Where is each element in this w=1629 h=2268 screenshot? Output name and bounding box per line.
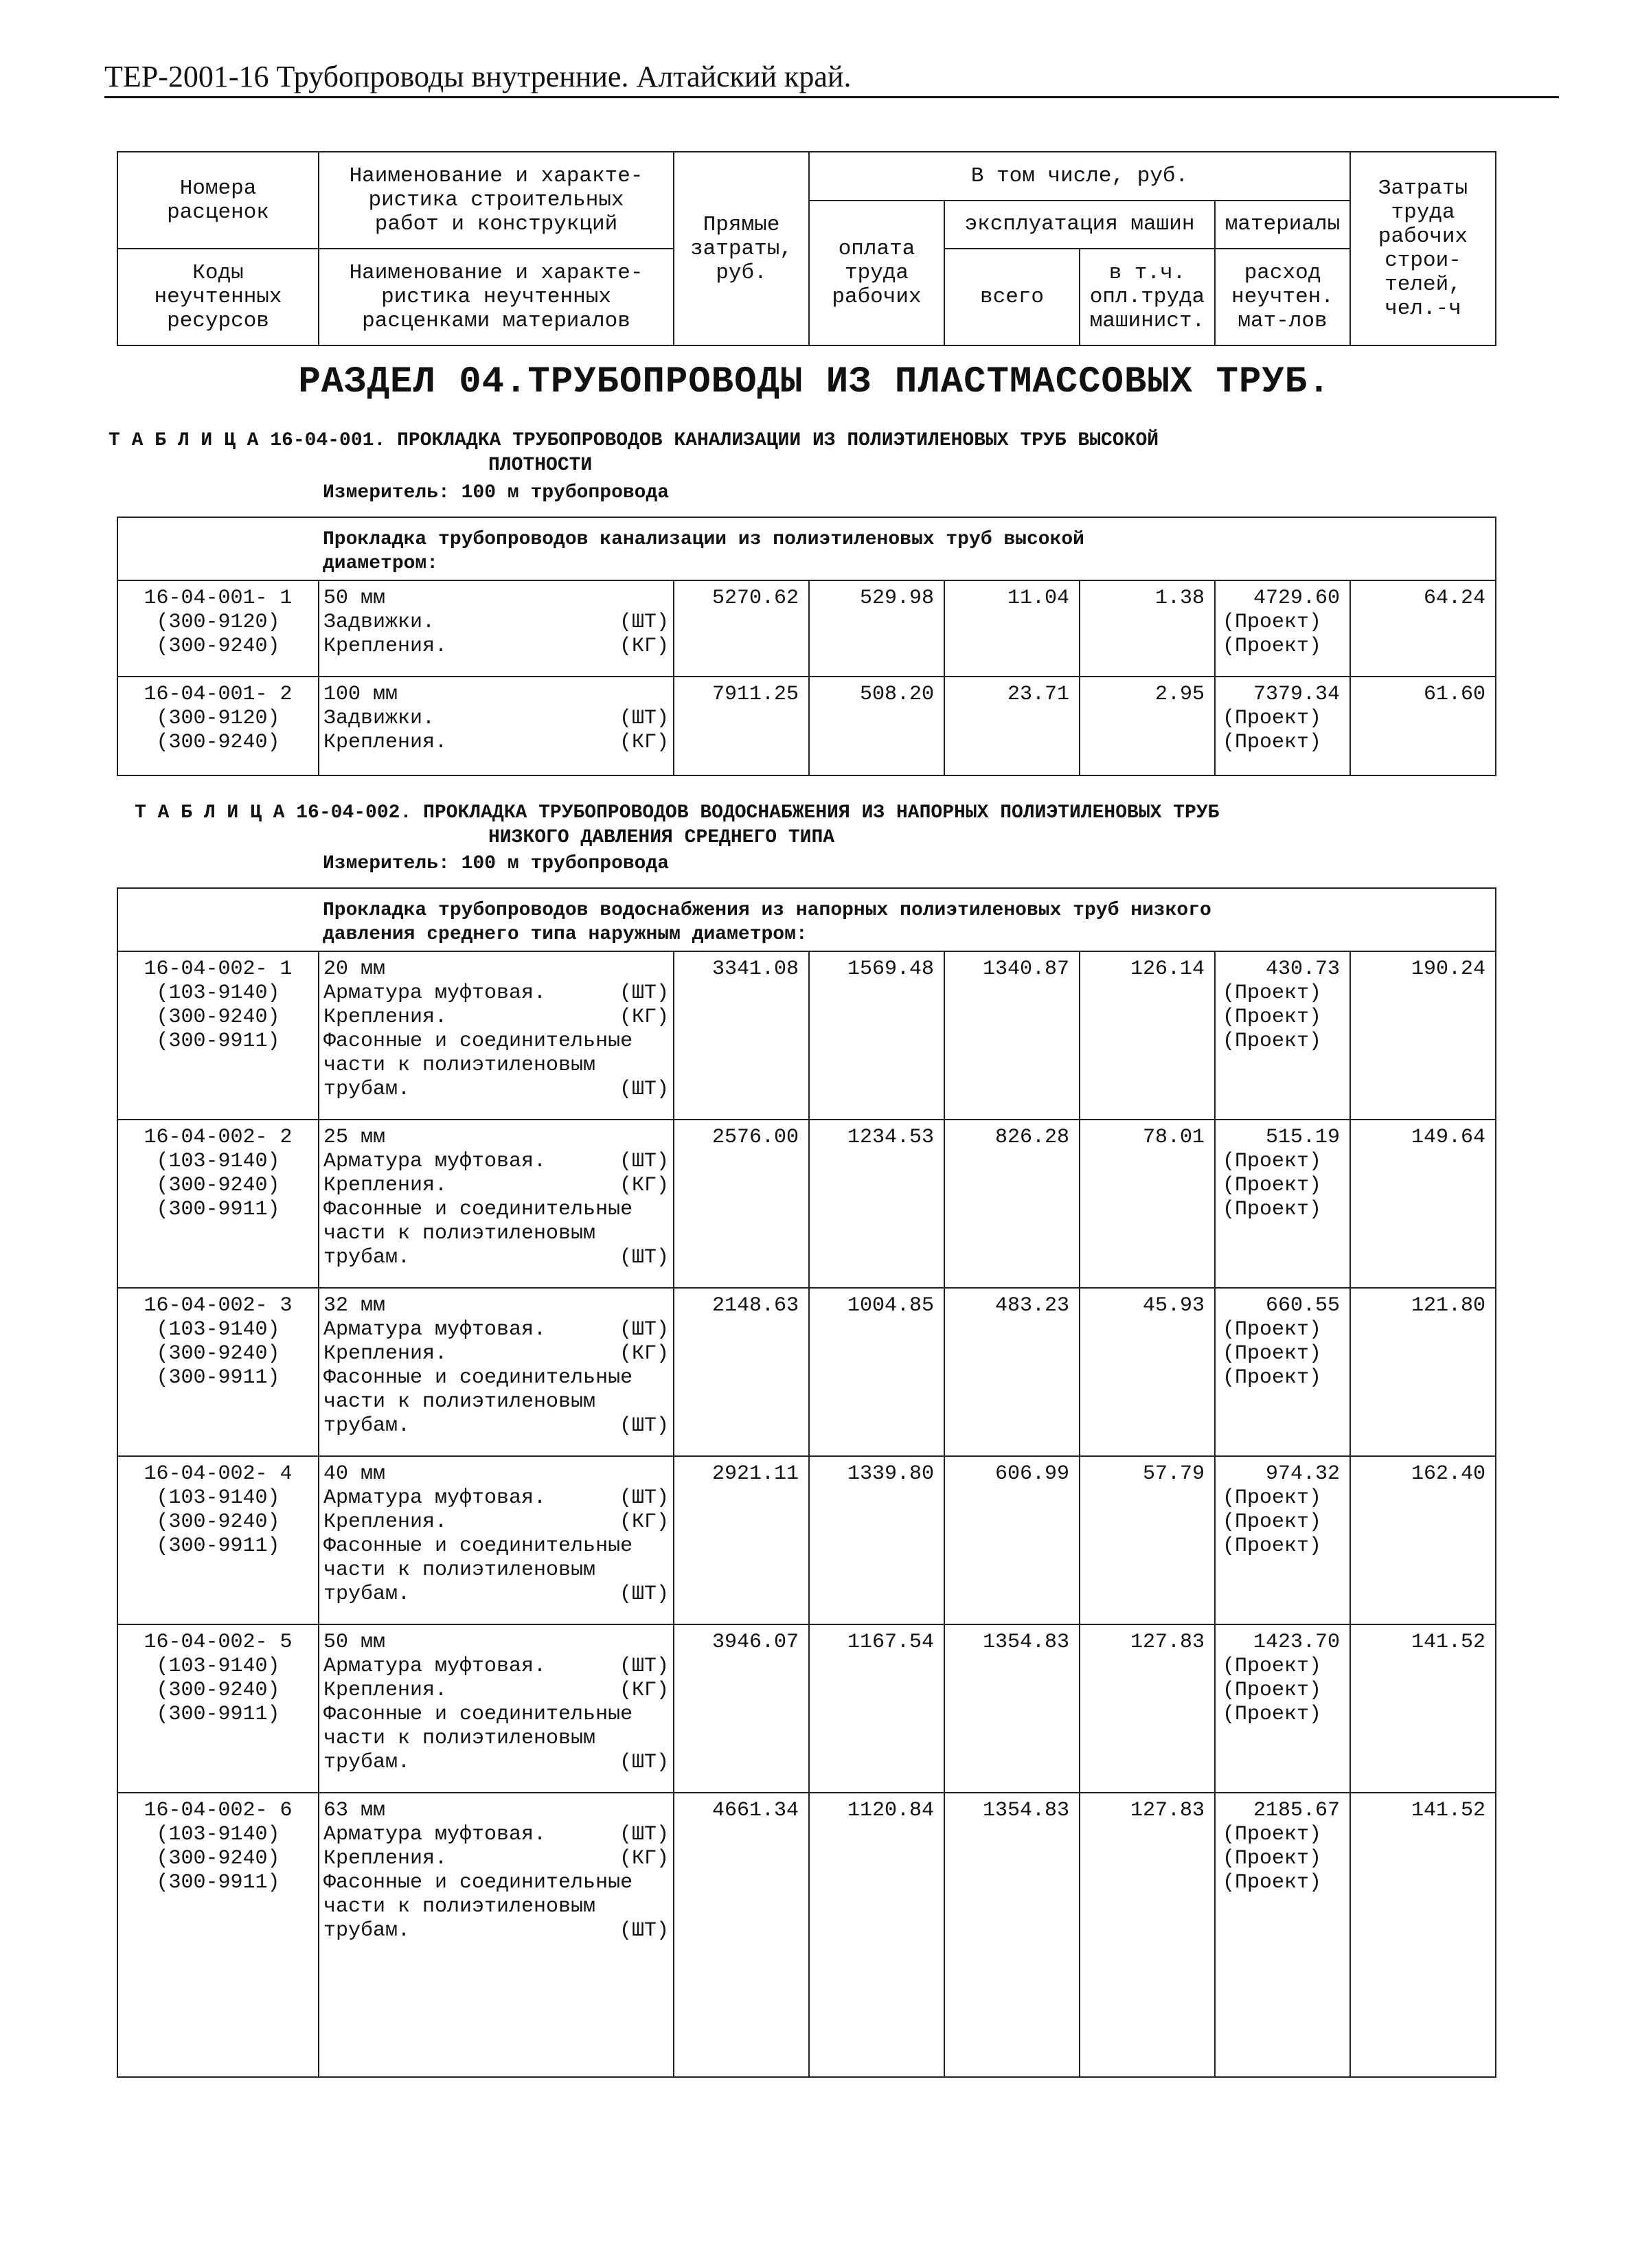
work-size: 50 мм xyxy=(323,587,386,610)
material-name: части к полиэтиленовым xyxy=(323,1222,596,1245)
material-line xyxy=(323,1558,669,1583)
material-name: Крепления. xyxy=(323,1679,448,1702)
table2-caption-cont: НИЗКОГО ДАВЛЕНИЯ СРЕДНЕГО ТИПА xyxy=(488,827,835,848)
material-line xyxy=(323,1414,669,1438)
materials-project: (Проект) xyxy=(1222,1030,1322,1053)
materials-project: (Проект) xyxy=(1222,1174,1322,1197)
labor-pay: 1234.53 xyxy=(809,1120,944,1288)
materials-project: (Проект) xyxy=(1222,1823,1322,1846)
direct-cost: 2921.11 xyxy=(674,1456,809,1624)
material-name: Задвижки. xyxy=(323,611,435,634)
machine-labor: 2.95 xyxy=(1080,677,1215,775)
material-line xyxy=(323,1751,669,1775)
labor-hours: 149.64 xyxy=(1350,1120,1496,1288)
work-name-cell xyxy=(319,951,674,1120)
resource-code: (300-9240) xyxy=(156,635,280,658)
resource-code: (300-9120) xyxy=(156,707,280,730)
material-name: части к полиэтиленовым xyxy=(323,1390,596,1414)
group-header: Прокладка трубопроводов водоснабжения из напорных полиэтиленовых труб низкого давления среднего типа наружным диаметром: xyxy=(319,888,1496,951)
machine-labor: 127.83 xyxy=(1080,1793,1215,2077)
material-unit: (ШТ) xyxy=(619,1655,669,1678)
material-name: трубам. xyxy=(323,1078,411,1101)
material-line xyxy=(323,1222,669,1246)
work-name-cell xyxy=(319,1288,674,1456)
col-nomer: Номера расценок xyxy=(117,152,319,249)
materials-project: (Проект) xyxy=(1222,1655,1322,1678)
resource-code: (300-9911) xyxy=(156,1030,280,1053)
material-name: Крепления. xyxy=(323,635,448,658)
table2-caption: Т А Б Л И Ц А 16-04-002. ПРОКЛАДКА ТРУБОПРОВОДОВ ВОДОСНАБЖЕНИЯ ИЗ НАПОРНЫХ ПОЛИЭТИЛЕНОВЫХ ТРУБ xyxy=(135,802,1220,824)
materials-cell xyxy=(1215,1120,1350,1288)
rate-code: 16-04-002- 6 xyxy=(144,1799,293,1822)
table-row xyxy=(117,580,1496,677)
resource-code: (103-9140) xyxy=(156,1823,280,1846)
materials-project: (Проект) xyxy=(1222,731,1322,754)
work-size: 100 мм xyxy=(323,683,398,706)
materials-value: 7379.34 xyxy=(1253,683,1340,706)
direct-cost: 4661.34 xyxy=(674,1793,809,2077)
table1 xyxy=(117,517,1496,776)
material-line xyxy=(323,1318,669,1342)
resource-code: (300-9240) xyxy=(156,731,280,754)
materials-project: (Проект) xyxy=(1222,635,1322,658)
work-name-cell xyxy=(319,1624,674,1793)
material-unit: (ШТ) xyxy=(619,1318,669,1341)
work-size: 32 мм xyxy=(323,1294,386,1317)
machine-labor: 45.93 xyxy=(1080,1288,1215,1456)
material-line xyxy=(323,1895,669,1919)
group-header-row xyxy=(117,888,1496,951)
material-name: Арматура муфтовая. xyxy=(323,1655,547,1678)
machine-labor: 127.83 xyxy=(1080,1624,1215,1793)
machine-total: 483.23 xyxy=(944,1288,1080,1456)
materials-cell xyxy=(1215,1793,1350,2077)
material-line xyxy=(323,1919,669,1943)
materials-project: (Проект) xyxy=(1222,1534,1322,1558)
material-unit: (ШТ) xyxy=(619,1486,669,1510)
material-name: трубам. xyxy=(323,1414,411,1438)
resource-code: (300-9240) xyxy=(156,1342,280,1365)
materials-project: (Проект) xyxy=(1222,982,1322,1005)
resource-code: (103-9140) xyxy=(156,982,280,1005)
table1-caption-cont: ПЛОТНОСТИ xyxy=(488,455,593,476)
col-vtom: В том числе, руб. xyxy=(809,152,1350,201)
group-header-spacer xyxy=(117,517,319,580)
material-unit: (КГ) xyxy=(619,1679,669,1702)
material-unit: (ШТ) xyxy=(619,707,669,730)
material-line xyxy=(323,1054,669,1078)
materials-project: (Проект) xyxy=(1222,1847,1322,1870)
resource-code: (300-9240) xyxy=(156,1679,280,1702)
rate-code: 16-04-002- 5 xyxy=(144,1631,293,1654)
table-row xyxy=(117,677,1496,775)
material-line xyxy=(323,1583,669,1607)
material-line xyxy=(323,1510,669,1534)
material-unit: (ШТ) xyxy=(619,1414,669,1438)
col-vsego: всего xyxy=(944,249,1080,345)
material-line xyxy=(323,1390,669,1414)
rate-code-cell xyxy=(117,677,319,775)
resource-code: (300-9911) xyxy=(156,1366,280,1390)
rate-code: 16-04-002- 1 xyxy=(144,957,293,981)
work-name-cell xyxy=(319,580,674,677)
machine-total: 23.71 xyxy=(944,677,1080,775)
materials-value: 2185.67 xyxy=(1253,1799,1340,1822)
group-header-spacer xyxy=(117,888,319,951)
direct-cost: 2148.63 xyxy=(674,1288,809,1456)
resource-code: (103-9140) xyxy=(156,1486,280,1510)
material-name: Арматура муфтовая. xyxy=(323,982,547,1005)
materials-value: 430.73 xyxy=(1265,957,1340,981)
material-unit: (ШТ) xyxy=(619,1246,669,1269)
machine-labor: 78.01 xyxy=(1080,1120,1215,1288)
materials-value: 660.55 xyxy=(1265,1294,1340,1317)
materials-project: (Проект) xyxy=(1222,1871,1322,1894)
material-line xyxy=(323,1823,669,1847)
materials-project: (Проект) xyxy=(1222,1150,1322,1173)
machine-total: 1354.83 xyxy=(944,1624,1080,1793)
material-line xyxy=(323,1871,669,1895)
materials-project: (Проект) xyxy=(1222,1198,1322,1221)
material-line xyxy=(323,707,669,731)
material-line xyxy=(323,1246,669,1270)
material-name: трубам. xyxy=(323,1246,411,1269)
rate-code-cell xyxy=(117,1288,319,1456)
materials-project: (Проект) xyxy=(1222,1510,1322,1534)
table-row xyxy=(117,1456,1496,1624)
material-name: части к полиэтиленовым xyxy=(323,1558,596,1582)
labor-hours: 141.52 xyxy=(1350,1624,1496,1793)
col-ekspl: эксплуатация машин xyxy=(944,201,1215,249)
resource-code: (300-9911) xyxy=(156,1534,280,1558)
rate-code-cell xyxy=(117,951,319,1120)
material-unit: (ШТ) xyxy=(619,1751,669,1774)
material-name: Крепления. xyxy=(323,1174,448,1197)
work-size: 63 мм xyxy=(323,1799,386,1822)
material-line xyxy=(323,1030,669,1054)
materials-value: 515.19 xyxy=(1265,1126,1340,1149)
material-line xyxy=(323,1847,669,1871)
work-name-cell xyxy=(319,677,674,775)
machine-total: 826.28 xyxy=(944,1120,1080,1288)
resource-code: (300-9911) xyxy=(156,1198,280,1221)
page-header: ТЕР-2001-16 Трубопроводы внутренние. Алтайский край. xyxy=(104,60,852,93)
rate-code: 16-04-002- 4 xyxy=(144,1462,293,1486)
labor-pay: 1167.54 xyxy=(809,1624,944,1793)
material-name: Фасонные и соединительные xyxy=(323,1030,633,1053)
direct-cost: 2576.00 xyxy=(674,1120,809,1288)
group-header: Прокладка трубопроводов канализации из полиэтиленовых труб высокой диаметром: xyxy=(319,517,1496,580)
labor-hours: 162.40 xyxy=(1350,1456,1496,1624)
material-unit: (КГ) xyxy=(619,1342,669,1365)
table1-caption: Т А Б Л И Ц А 16-04-001. ПРОКЛАДКА ТРУБОПРОВОДОВ КАНАЛИЗАЦИИ ИЗ ПОЛИЭТИЛЕНОВЫХ ТРУБ ВЫСОКОЙ xyxy=(109,430,1159,451)
machine-labor: 126.14 xyxy=(1080,951,1215,1120)
section-title: РАЗДЕЛ 04.ТРУБОПРОВОДЫ ИЗ ПЛАСТМАССОВЫХ ТРУБ. xyxy=(298,361,1331,403)
machine-total: 1340.87 xyxy=(944,951,1080,1120)
work-size: 50 мм xyxy=(323,1631,386,1654)
materials-project: (Проект) xyxy=(1222,1318,1322,1341)
resource-code: (103-9140) xyxy=(156,1150,280,1173)
direct-cost: 3946.07 xyxy=(674,1624,809,1793)
table2 xyxy=(117,887,1496,2078)
machine-total: 11.04 xyxy=(944,580,1080,677)
material-unit: (КГ) xyxy=(619,1006,669,1029)
materials-cell xyxy=(1215,677,1350,775)
material-name: Задвижки. xyxy=(323,707,435,730)
work-name-cell xyxy=(319,1120,674,1288)
resource-code: (300-9240) xyxy=(156,1174,280,1197)
col-zatraty: Затраты труда рабочих строи- телей, чел.-ч xyxy=(1350,152,1496,345)
material-name: Крепления. xyxy=(323,1342,448,1365)
work-size: 40 мм xyxy=(323,1462,386,1486)
rate-code: 16-04-001- 2 xyxy=(144,683,293,706)
material-name: Фасонные и соединительные xyxy=(323,1198,633,1221)
materials-value: 974.32 xyxy=(1265,1462,1340,1486)
work-name-cell xyxy=(319,1456,674,1624)
material-unit: (ШТ) xyxy=(619,1823,669,1846)
table-row xyxy=(117,951,1496,1120)
material-line xyxy=(323,1342,669,1366)
material-unit: (ШТ) xyxy=(619,982,669,1005)
material-line xyxy=(323,1655,669,1679)
material-unit: (КГ) xyxy=(619,1174,669,1197)
table-row xyxy=(117,1793,1496,2077)
resource-code: (300-9120) xyxy=(156,611,280,634)
labor-hours: 190.24 xyxy=(1350,951,1496,1120)
machine-total: 1354.83 xyxy=(944,1793,1080,2077)
materials-project: (Проект) xyxy=(1222,707,1322,730)
material-line xyxy=(323,1150,669,1174)
materials-project: (Проект) xyxy=(1222,1703,1322,1726)
material-name: Крепления. xyxy=(323,1847,448,1870)
labor-pay: 1004.85 xyxy=(809,1288,944,1456)
material-unit: (ШТ) xyxy=(619,1919,669,1942)
materials-value: 1423.70 xyxy=(1253,1631,1340,1654)
material-name: части к полиэтиленовым xyxy=(323,1895,596,1918)
material-line xyxy=(323,1703,669,1727)
machine-total: 606.99 xyxy=(944,1456,1080,1624)
col-name: Наименование и характе- ристика строительных работ и конструкций xyxy=(319,152,674,249)
material-name: части к полиэтиленовым xyxy=(323,1054,596,1077)
material-unit: (ШТ) xyxy=(619,1078,669,1101)
materials-cell xyxy=(1215,1456,1350,1624)
direct-cost: 5270.62 xyxy=(674,580,809,677)
material-line xyxy=(323,1006,669,1030)
material-name: части к полиэтиленовым xyxy=(323,1727,596,1750)
material-name: Фасонные и соединительные xyxy=(323,1534,633,1558)
machine-labor: 57.79 xyxy=(1080,1456,1215,1624)
table-row xyxy=(117,1288,1496,1456)
material-unit: (ШТ) xyxy=(619,1150,669,1173)
rate-code: 16-04-001- 1 xyxy=(144,587,293,610)
direct-cost: 7911.25 xyxy=(674,677,809,775)
materials-project: (Проект) xyxy=(1222,1486,1322,1510)
labor-pay: 1339.80 xyxy=(809,1456,944,1624)
material-line xyxy=(323,731,669,755)
material-name: Фасонные и соединительные xyxy=(323,1871,633,1894)
rate-code-cell xyxy=(117,1120,319,1288)
work-name-cell xyxy=(319,1793,674,2077)
material-line xyxy=(323,1727,669,1751)
labor-hours: 121.80 xyxy=(1350,1288,1496,1456)
material-name: Крепления. xyxy=(323,1006,448,1029)
material-line xyxy=(323,1679,669,1703)
machine-labor: 1.38 xyxy=(1080,580,1215,677)
materials-cell xyxy=(1215,1624,1350,1793)
material-unit: (КГ) xyxy=(619,1510,669,1534)
material-name: Крепления. xyxy=(323,731,448,754)
materials-project: (Проект) xyxy=(1222,1006,1322,1029)
labor-hours: 141.52 xyxy=(1350,1793,1496,2077)
table-row xyxy=(117,1120,1496,1288)
labor-pay: 1120.84 xyxy=(809,1793,944,2077)
material-name: Арматура муфтовая. xyxy=(323,1486,547,1510)
resource-code: (300-9911) xyxy=(156,1871,280,1894)
material-unit: (КГ) xyxy=(619,731,669,754)
resource-code: (103-9140) xyxy=(156,1318,280,1341)
material-name: Крепления. xyxy=(323,1510,448,1534)
material-name: Арматура муфтовая. xyxy=(323,1823,547,1846)
labor-hours: 64.24 xyxy=(1350,580,1496,677)
material-name: трубам. xyxy=(323,1751,411,1774)
materials-project: (Проект) xyxy=(1222,1342,1322,1365)
labor-pay: 1569.48 xyxy=(809,951,944,1120)
table-row xyxy=(117,1624,1496,1793)
material-name: трубам. xyxy=(323,1919,411,1942)
work-size: 20 мм xyxy=(323,957,386,981)
rate-code-cell xyxy=(117,1793,319,2077)
material-line xyxy=(323,982,669,1006)
resource-code: (103-9140) xyxy=(156,1655,280,1678)
material-line xyxy=(323,1174,669,1198)
material-name: Фасонные и соединительные xyxy=(323,1703,633,1726)
material-line xyxy=(323,1486,669,1510)
labor-pay: 529.98 xyxy=(809,580,944,677)
material-unit: (ШТ) xyxy=(619,1583,669,1606)
resource-code: (300-9240) xyxy=(156,1006,280,1029)
rate-code: 16-04-002- 2 xyxy=(144,1126,293,1149)
table1-measure: Измеритель: 100 м трубопровода xyxy=(323,482,670,503)
labor-pay: 508.20 xyxy=(809,677,944,775)
table2-measure: Измеритель: 100 м трубопровода xyxy=(323,853,670,874)
col-name2: Наименование и характе- ристика неучтенных расценками материалов xyxy=(319,249,674,345)
material-name: Арматура муфтовая. xyxy=(323,1318,547,1341)
rate-code-cell xyxy=(117,1624,319,1793)
col-rashod: расход неучтен. мат-лов xyxy=(1215,249,1350,345)
materials-project: (Проект) xyxy=(1222,1679,1322,1702)
material-line xyxy=(323,611,669,635)
work-size: 25 мм xyxy=(323,1126,386,1149)
header-rule xyxy=(104,96,1559,98)
materials-project: (Проект) xyxy=(1222,1366,1322,1390)
resource-code: (300-9240) xyxy=(156,1510,280,1534)
resource-code: (300-9240) xyxy=(156,1847,280,1870)
col-kody: Коды неучтенных ресурсов xyxy=(117,249,319,345)
material-unit: (КГ) xyxy=(619,1847,669,1870)
col-pryamye: Прямые затраты, руб. xyxy=(674,152,809,345)
materials-project: (Проект) xyxy=(1222,611,1322,634)
materials-cell xyxy=(1215,1288,1350,1456)
material-name: Фасонные и соединительные xyxy=(323,1366,633,1390)
material-name: трубам. xyxy=(323,1583,411,1606)
material-unit: (ШТ) xyxy=(619,611,669,634)
direct-cost: 3341.08 xyxy=(674,951,809,1120)
col-vtch: в т.ч. опл.труда машинист. xyxy=(1080,249,1215,345)
material-unit: (КГ) xyxy=(619,635,669,658)
resource-code: (300-9911) xyxy=(156,1703,280,1726)
material-name: Арматура муфтовая. xyxy=(323,1150,547,1173)
material-line xyxy=(323,1078,669,1102)
materials-cell xyxy=(1215,580,1350,677)
col-materialy: материалы xyxy=(1215,201,1350,249)
material-line xyxy=(323,1534,669,1558)
material-line xyxy=(323,1198,669,1222)
column-header-table xyxy=(117,151,1496,346)
material-line xyxy=(323,1366,669,1390)
rate-code: 16-04-002- 3 xyxy=(144,1294,293,1317)
rate-code-cell xyxy=(117,1456,319,1624)
group-header-row xyxy=(117,517,1496,580)
materials-cell xyxy=(1215,951,1350,1120)
col-oplata: оплата труда рабочих xyxy=(809,201,944,346)
rate-code-cell xyxy=(117,580,319,677)
materials-value: 4729.60 xyxy=(1253,587,1340,610)
labor-hours: 61.60 xyxy=(1350,677,1496,775)
material-line xyxy=(323,635,669,659)
